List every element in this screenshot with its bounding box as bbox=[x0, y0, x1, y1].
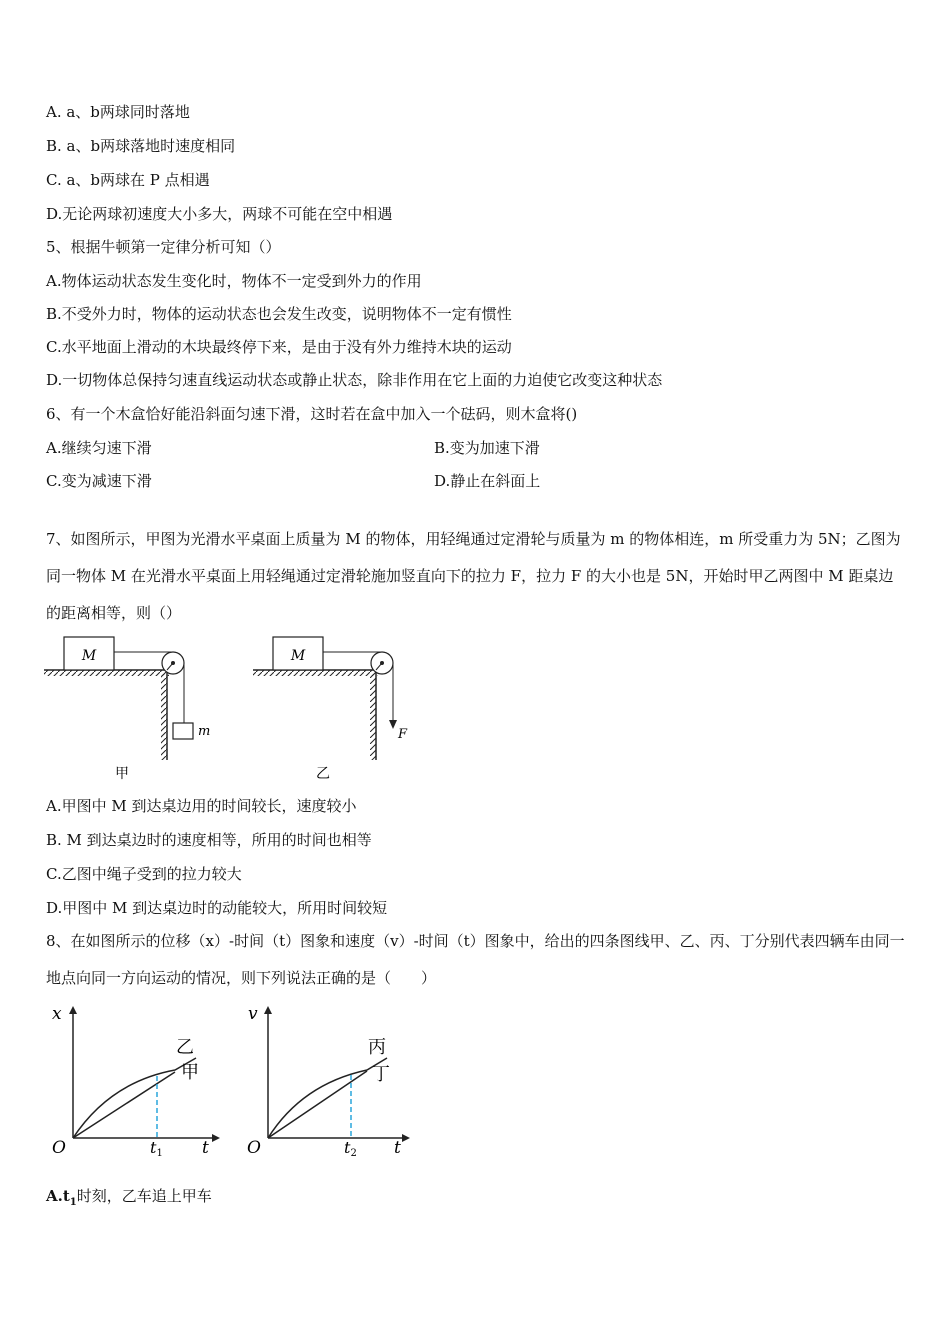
q6-option-c: C.变为减速下滑 bbox=[46, 472, 152, 490]
table-edge-hatch bbox=[370, 674, 376, 760]
label-jia: 甲 bbox=[181, 1062, 199, 1083]
q8-option-a-rest: 时刻，乙车追上甲车 bbox=[76, 1187, 212, 1205]
q6-option-b: B.变为加速下滑 bbox=[434, 439, 540, 457]
t1-label: t1 bbox=[150, 1138, 163, 1159]
q6-option-a: A.继续匀速下滑 bbox=[46, 439, 152, 457]
q5-option-b: B.不受外力时，物体的运动状态也会发生改变，说明物体不一定有惯性 bbox=[46, 305, 512, 323]
hang-label: m bbox=[198, 724, 211, 739]
t-axis-label: t bbox=[394, 1138, 401, 1158]
q5-stem: 5、根据牛顿第一定律分析可知（） bbox=[46, 238, 281, 256]
caption-jia: 甲 bbox=[115, 766, 129, 782]
q7-option-b: B. M 到达桌边时的速度相等，所用的时间也相等 bbox=[46, 831, 372, 849]
q7-option-a: A.甲图中 M 到达桌边用的时间较长，速度较小 bbox=[46, 797, 357, 815]
label-yi: 乙 bbox=[176, 1037, 194, 1058]
x-arrow bbox=[69, 1006, 77, 1014]
vt-graph bbox=[247, 1004, 410, 1159]
q8-option-a-sub: 1 bbox=[69, 1197, 77, 1208]
origin-label: O bbox=[52, 1138, 66, 1158]
q4-option-c: C. a、b两球在 P 点相遇 bbox=[46, 171, 210, 189]
q7-stem: 7、如图所示，甲图为光滑水平桌面上质量为 M 的物体，用轻绳通过定滑轮与质量为 m 的物体相连，m 所受重力为 5N；乙图为同一物体 M 在光滑水平桌面上用轻绳通过定滑轮施加竖直向下的拉力 F，拉力 F 的大小也是 5N，开始时甲乙两图中 M 距桌边的距离相等，则（） bbox=[46, 530, 901, 622]
q6-option-d: D.静止在斜面上 bbox=[434, 472, 541, 490]
block-label: M bbox=[81, 648, 97, 664]
xt-graph bbox=[52, 1004, 220, 1159]
label-bing: 丙 bbox=[368, 1037, 386, 1058]
q8-option-a bbox=[46, 1186, 212, 1213]
caption-yi: 乙 bbox=[316, 766, 330, 782]
q7-option-d: D.甲图中 M 到达桌边时的动能较大，所用时间较短 bbox=[46, 899, 388, 917]
v-axis-label: v bbox=[248, 1004, 258, 1024]
line-jia bbox=[73, 1072, 175, 1138]
q5-option-c: C.水平地面上滑动的木块最终停下来，是由于没有外力维持木块的运动 bbox=[46, 338, 512, 356]
q7-diagram-jia bbox=[44, 637, 210, 782]
q7-option-c: C.乙图中绳子受到的拉力较大 bbox=[46, 865, 242, 883]
q5-option-a: A.物体运动状态发生变化时，物体不一定受到外力的作用 bbox=[46, 272, 422, 290]
table-edge-hatch bbox=[161, 674, 167, 760]
table-hatch bbox=[44, 670, 169, 676]
q5-option-d: D.一切物体总保持匀速直线运动状态或静止状态，除非作用在它上面的力迫使它改变这种状态 bbox=[46, 371, 663, 389]
t-arrow bbox=[402, 1134, 410, 1142]
force-arrowhead bbox=[389, 720, 397, 729]
q7-diagram-yi bbox=[253, 637, 408, 782]
q4-option-a: A. a、b两球同时落地 bbox=[46, 103, 190, 121]
t-arrow bbox=[212, 1134, 220, 1142]
block-label: M bbox=[290, 648, 306, 664]
q4-option-d: D.无论两球初速度大小多大，两球不可能在空中相遇 bbox=[46, 205, 393, 223]
x-axis-label: x bbox=[52, 1004, 62, 1024]
q8-option-a-prefix: A.t bbox=[46, 1187, 70, 1205]
q8-stem: 8、在如图所示的位移（x）-时间（t）图象和速度（v）-时间（t）图象中，给出的四条图线甲、乙、丙、丁分别代表四辆车由同一地点向同一方向运动的情况，则下列说法正确的是（ ） bbox=[46, 932, 905, 987]
t-axis-label: t bbox=[202, 1138, 209, 1158]
line-ding bbox=[268, 1071, 367, 1138]
q4-option-b: B. a、b两球落地时速度相同 bbox=[46, 137, 236, 155]
t2-label: t2 bbox=[344, 1138, 357, 1159]
force-label: F bbox=[398, 727, 408, 742]
origin-label: O bbox=[247, 1138, 261, 1158]
label-ding: 丁 bbox=[372, 1064, 390, 1085]
table-hatch bbox=[253, 670, 378, 676]
block-m-small bbox=[173, 723, 193, 739]
v-arrow bbox=[264, 1006, 272, 1014]
q8-figure bbox=[40, 998, 420, 1163]
q6-stem: 6、有一个木盒恰好能沿斜面匀速下滑，这时若在盒中加入一个砝码，则木盒将() bbox=[46, 405, 578, 423]
q7-figure bbox=[40, 630, 420, 790]
